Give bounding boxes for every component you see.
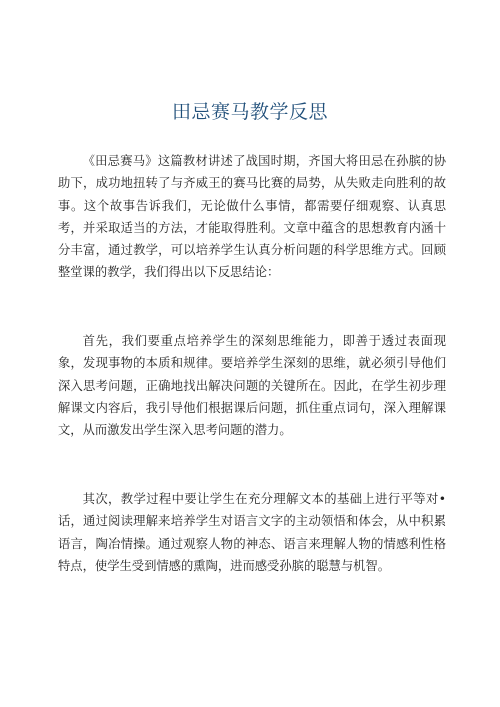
- paragraph-second-point: 其次，教学过程中要让学生在充分理解文本的基础上进行平等对•话，通过阅读理解来培养学生对语言文字的主动领悟和体会，从中积累语言，陶冶情操。通过观察人物的神态、语言来理解人物的情感利性格特点，使学生受到情感的熏陶，进而感受孙膑的聪慧与机智。: [58, 492, 446, 573]
- document-title: 田忌赛马教学反思: [171, 101, 328, 123]
- paragraph-first-point: 首先，我们要重点培养学生的深刻思维能力，即善于透过表面现象，发现事物的本质和规律。要培养学生深刻的思维，就必须引导他们深入思考问题，正确地找出解决问题的关键所在。因此，在学生初步理解课文内容后，我引导他们根据课后问题，抓住重点词句，深入理解课文，从而激发出学生深入思考问题的潜力。: [58, 334, 446, 438]
- paragraph-intro: 《田忌赛马》这篇教材讲述了战国时期，齐国大将田忌在孙膑的协助下，成功地扭转了与齐威王的赛马比赛的局势，从失败走向胜利的故事。这个故事告诉我们，无论做什么事情，都需要仔细观察、认真思考，并采取适当的方法，才能取得胜利。文章中蕴含的思想教育内涵十分丰富，通过教学，可以培养学生认真分析问题的科学思维方式。回顾整堂课的教学，我们得出以下反思结论：: [58, 154, 446, 280]
